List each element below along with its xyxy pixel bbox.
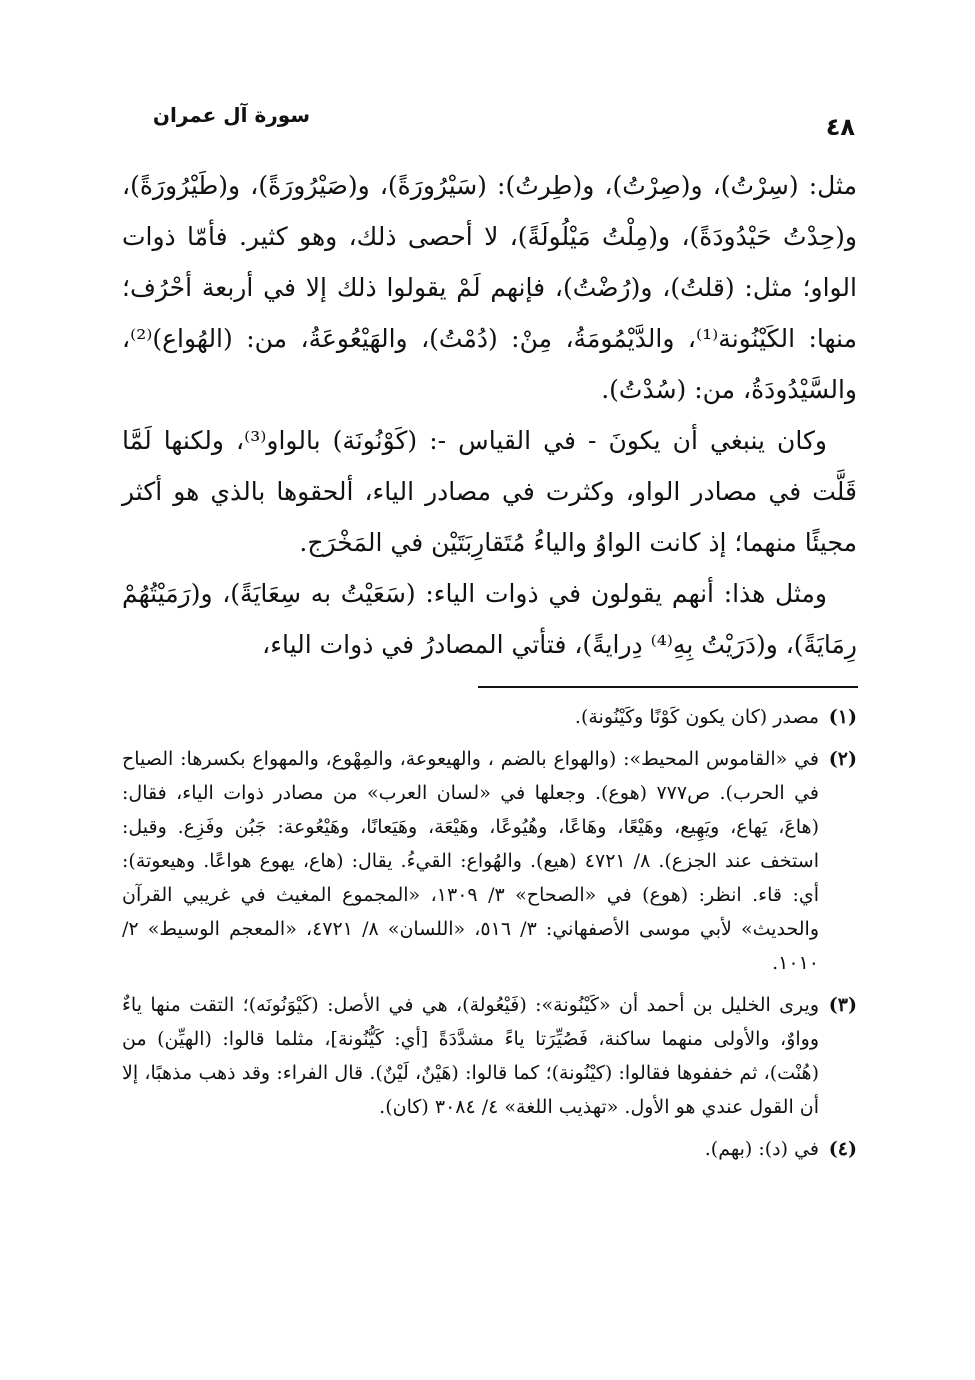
paragraph-2: وكان ينبغي أن يكونَ - في القياس -: (كَوْنُونَة) بالواو⁽³⁾، ولكنها لَمَّا قَلَّت في مصادر الواو، وكثرت في مصادر الياء، ألحقوها بالذي هو أكثر مجيئًا منهما؛ إذ كانت الواوُ والياءُ مُتَقارِبَتَيْن في المَخْرَج. <box>122 426 857 557</box>
footnote-divider <box>478 686 858 688</box>
page-header <box>120 95 855 145</box>
footnote-number: (٤) <box>828 1138 857 1160</box>
footnote-2 <box>122 742 857 980</box>
paragraph-3: ومثل هذا: أنهم يقولون في ذوات الياء: (سَعَيْتُ به سِعَايَةً)، و(رَمَيْتُهُمْ رِمَايَةً)، و(دَرَيْتُ بِهِ⁽⁴⁾ دِرايةً)، فتأتي المصادرُ في ذوات الياء، <box>122 579 857 659</box>
footnote-4 <box>122 1132 857 1166</box>
footnotes <box>122 700 857 1174</box>
footnote-number: (٣) <box>828 994 857 1016</box>
footnote-text: في «القاموس المحيط»: (والهواع بالضم ، والهيعوعة، والمِهْوع، والمهواع بكسرها: الصياح في الحرب). ص٧٧٧ (هوع). وجعلها في «لسان العرب» من مصادر ذوات الياء، فقال: (هاعَ، يَهاع، ويَهِيع، وهَيْعًا، وهَاعًا، وهُيُوعًا، وهَيْعَة، وهَيَعانًا، وهَيْعُوعة: جَبُن وفَزِع. وقيل: استخف عند الجزع). ٨/ ٤٧٢١ (هيع). والهُواع: القيءُ. يقال: (هاع، يهوع هواعًا. وهيعوتة): أي: قاء. انظر: (هوع) في «الصحاح» ٣/ ١٣٠٩، «المجموع المغيث في غريبي القرآن والحديث» لأبي موسى الأصفهاني: ٣/ ٥١٦، «اللسان» ٨/ ٤٧٢١، «المعجم الوسيط» ٢/ ١٠١٠. <box>122 748 820 974</box>
main-text <box>122 160 857 670</box>
footnote-number: (١) <box>828 706 857 728</box>
paragraph-1: مثل: (سِرْتُ)، و(صِرْتُ)، و(طِرتُ): (سَيْرُورَةً)، و(صَيْرُورَةً)، و(طَيْرُورَةً)، و(حِدْتُ حَيْدُودَةً)، و(مِلْتُ مَيْلُولَةً)، لا أحصى ذلك، وهو كثير. فأمّا ذوات الواو؛ مثل: (قلتُ)، و(رُضْتُ)، فإنهم لَمْ يقولوا ذلك إلا في أربعة أحْرُف؛ منها: الكَيْنُونة⁽¹⁾، والدَّيْمُومَةُ، مِنْ: (دُمْتُ)، والهَيْعُوعَةُ، من: (الهُواع)⁽²⁾، والسَّيْدُودَةُ، من: (سُدْتُ). <box>122 171 857 404</box>
footnote-number: (٢) <box>828 748 857 770</box>
footnote-1 <box>122 700 857 734</box>
footnote-text: ويرى الخليل بن أحمد أن «كَيْنُونة»: (فَيْعُولة)، هي في الأصل: (كَيْوَنُونَه)؛ التقت منها ياءٌ وواوٌ، والأولى منهما ساكنة، فَصُيِّرَتا ياءً مشدَّدَةً [أي: كَيُّنُونة]، مثلما قالوا: (الهيِّن) من (هُنْت)، ثم خففوها فقالوا: (كيْنُونة)؛ كما قالوا: (هَيْنٌ، لَيْنٌ). قال الفراء: وقد ذهب مذهبًا، إلا أن القول عندي هو الأول. «تهذيب اللغة» ٤/ ٣٠٨٤ (كان). <box>122 994 819 1118</box>
surah-title: سورة آل عمران <box>152 103 310 127</box>
footnote-text: مصدر (كان يكون كَوْنًا وكَيْنُونة). <box>574 706 819 728</box>
footnote-text: في (د): (بهم). <box>704 1138 819 1160</box>
page-number: ٤٨ <box>825 113 855 141</box>
footnote-3 <box>122 988 857 1124</box>
